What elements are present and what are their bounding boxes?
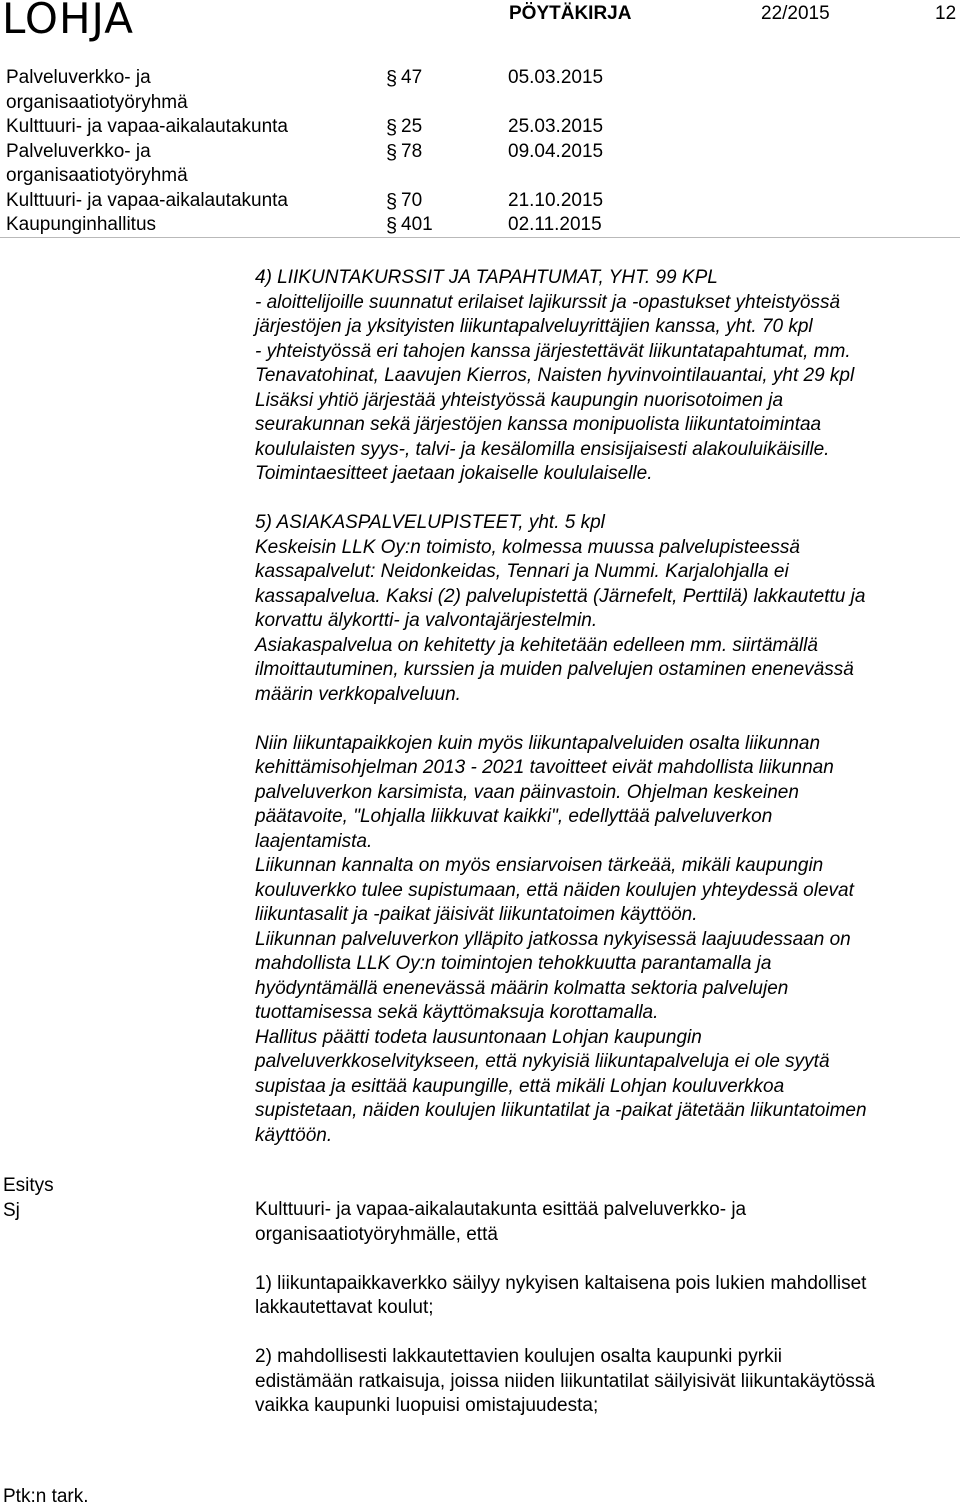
history-date: 05.03.2015 bbox=[508, 67, 604, 88]
history-number: 78 bbox=[401, 140, 423, 162]
document-type: PÖYTÄKIRJA bbox=[509, 3, 632, 24]
footer-text: Ptk:n tark. bbox=[3, 1486, 89, 1507]
section-sign-icon bbox=[384, 191, 402, 211]
section-4-text: 4) LIIKUNTAKURSSIT JA TAPAHTUMAT, YHT. 99 KPL - aloittelijoille suunnatut erilaiset lajikurssit ja -opastukset yhteistyössä järjestöjen ja yksityisten liikuntapalveluyrittäjien kanssa, yht. 70 kpl - yhteistyössä eri tahojen kanssa järjestettävät liikuntatapahtumat, mm. Tenavatohinat, Laavujen Kierros, Naisten hyvinvointilauantai, yht 29 kpl Lisäksi yhtiö järjestää yhteistyössä kaupungin nuorisotoimen ja seurakunnan sekä järjestöjen kanssa monipuolista liikuntatoimintaa koululaisten syys-, talvi- ja kesälomilla ensisijaisesti alakouluikäisille. Toimintaesitteet jaetaan jokaiselle koululaiselle. bbox=[255, 267, 855, 484]
history-date: 21.10.2015 bbox=[508, 189, 604, 211]
history-number: 401 bbox=[401, 214, 433, 235]
page-number: 12 bbox=[935, 3, 957, 24]
history-number: 25 bbox=[401, 116, 423, 137]
history-date: 25.03.2015 bbox=[508, 116, 604, 137]
svg-text:§: § bbox=[386, 141, 398, 162]
proposal-intro: Kulttuuri- ja vapaa-aikalautakunta esittää palveluverkko- ja organisaatiotyöryhmälle, että bbox=[255, 1199, 747, 1245]
section-sign-icon bbox=[384, 68, 402, 88]
history-body: Palveluverkko- ja organisaatiotyöryhmä bbox=[6, 140, 188, 186]
document-number: 22/2015 bbox=[761, 3, 830, 24]
history-body: Kulttuuri- ja vapaa-aikalautakunta bbox=[6, 189, 289, 211]
history-divider bbox=[0, 237, 960, 238]
history-body: Palveluverkko- ja organisaatiotyöryhmä bbox=[6, 67, 188, 113]
history-date: 09.04.2015 bbox=[508, 140, 604, 162]
proposal-content bbox=[255, 1198, 960, 1419]
svg-text:§: § bbox=[386, 68, 398, 88]
history-row bbox=[6, 213, 956, 238]
lohja-logo: LOHJA bbox=[2, 0, 134, 43]
history-number: 47 bbox=[401, 67, 423, 88]
section-sign-icon bbox=[384, 142, 402, 162]
svg-text:§: § bbox=[386, 190, 398, 211]
history-body: Kaupunginhallitus bbox=[6, 214, 157, 235]
conclusion-text: Niin liikuntapaikkojen kuin myös liikuntapalveluiden osalta liikunnan kehittämisohjelman 2013 - 2021 tavoitteet eivät mahdollista liikunnan palveluverkon karsimista, vaan päinvastoin. Ohjelman keskeinen päätavoite, "Lohjalla liikkuvat kaikki", edellyttää palveluverkon laajentamista. Liikunnan kannalta on myös ensiarvoisen tärkeää, mikäli kaupungin kouluverkko tulee supistumaan, että näiden koulujen yhteydessä olevat liikuntasalit ja -paikat jäisivät liikuntatoimen käyttöön. Liikunnan palveluverkon ylläpito jatkossa nykyisessä laajuudessaan on mahdollista LLK Oy:n toimintojen tehokkuutta parantamalla ja hyödyntämällä enenevässä määrin kolmatta sektoria palvelujen tuottamisessa sekä käyttömaksuja korottamalla. Hallitus päätti todeta lausuntonaan Lohjan kaupungin palveluverkkoselvitykseen, että nykyisiä liikuntapalveluja ei ole syytä supistaa ja esittää kaupungille, että mikäli Lohjan kouluverkkoa supistetaan, näiden koulujen liikuntatilat ja -paikat jätetään liikuntatoimen käyttöön. bbox=[255, 732, 867, 1146]
svg-text:§: § bbox=[386, 117, 398, 137]
section-5-text: 5) ASIAKASPALVELUPISTEET, yht. 5 kpl Keskeisin LLK Oy:n toimisto, kolmessa muussa palvelupisteessä kassapalvelut: Neidonkeidas, Tennari ja Nummi. Karjalohjalla ei kassapalvelua. Kaksi (2) palvelupistettä (Järnefelt, Perttilä) lakkautettu ja korvattu älykortti- ja valvontajärjestelmin. Asiakaspalvelua on kehitetty ja kehitetään edelleen mm. siirtämällä ilmoittautuminen, kurssien ja muiden palvelujen ostaminen enenevässä määrin verkkopalveluun. bbox=[255, 512, 866, 705]
history-row bbox=[6, 115, 956, 140]
proposal-item-2: 2) mahdollisesti lakkautettavien koulujen osalta kaupunki pyrkii edistämään ratkaisuja, joissa niiden liikuntatilat säilyisivät liikuntakäytössä vaikka kaupunki luopuisi omistajuudesta; bbox=[255, 1346, 875, 1416]
history-body: Kulttuuri- ja vapaa-aikalautakunta bbox=[6, 116, 289, 137]
proposal-label: Esitys Sj bbox=[3, 1175, 54, 1221]
section-sign-icon bbox=[384, 215, 402, 235]
proposal-item-1: 1) liikuntapaikkaverkko säilyy nykyisen kaltaisena pois lukien mahdolliset lakkautettavat koulut; bbox=[255, 1272, 867, 1318]
section-sign-icon bbox=[384, 117, 402, 137]
main-content bbox=[255, 266, 960, 1148]
svg-text:§: § bbox=[386, 215, 398, 235]
history-number: 70 bbox=[401, 189, 423, 211]
history-row bbox=[6, 140, 956, 189]
history-date: 02.11.2015 bbox=[508, 214, 602, 235]
history-row bbox=[6, 189, 956, 214]
history-table bbox=[6, 66, 956, 238]
history-row bbox=[6, 66, 956, 115]
